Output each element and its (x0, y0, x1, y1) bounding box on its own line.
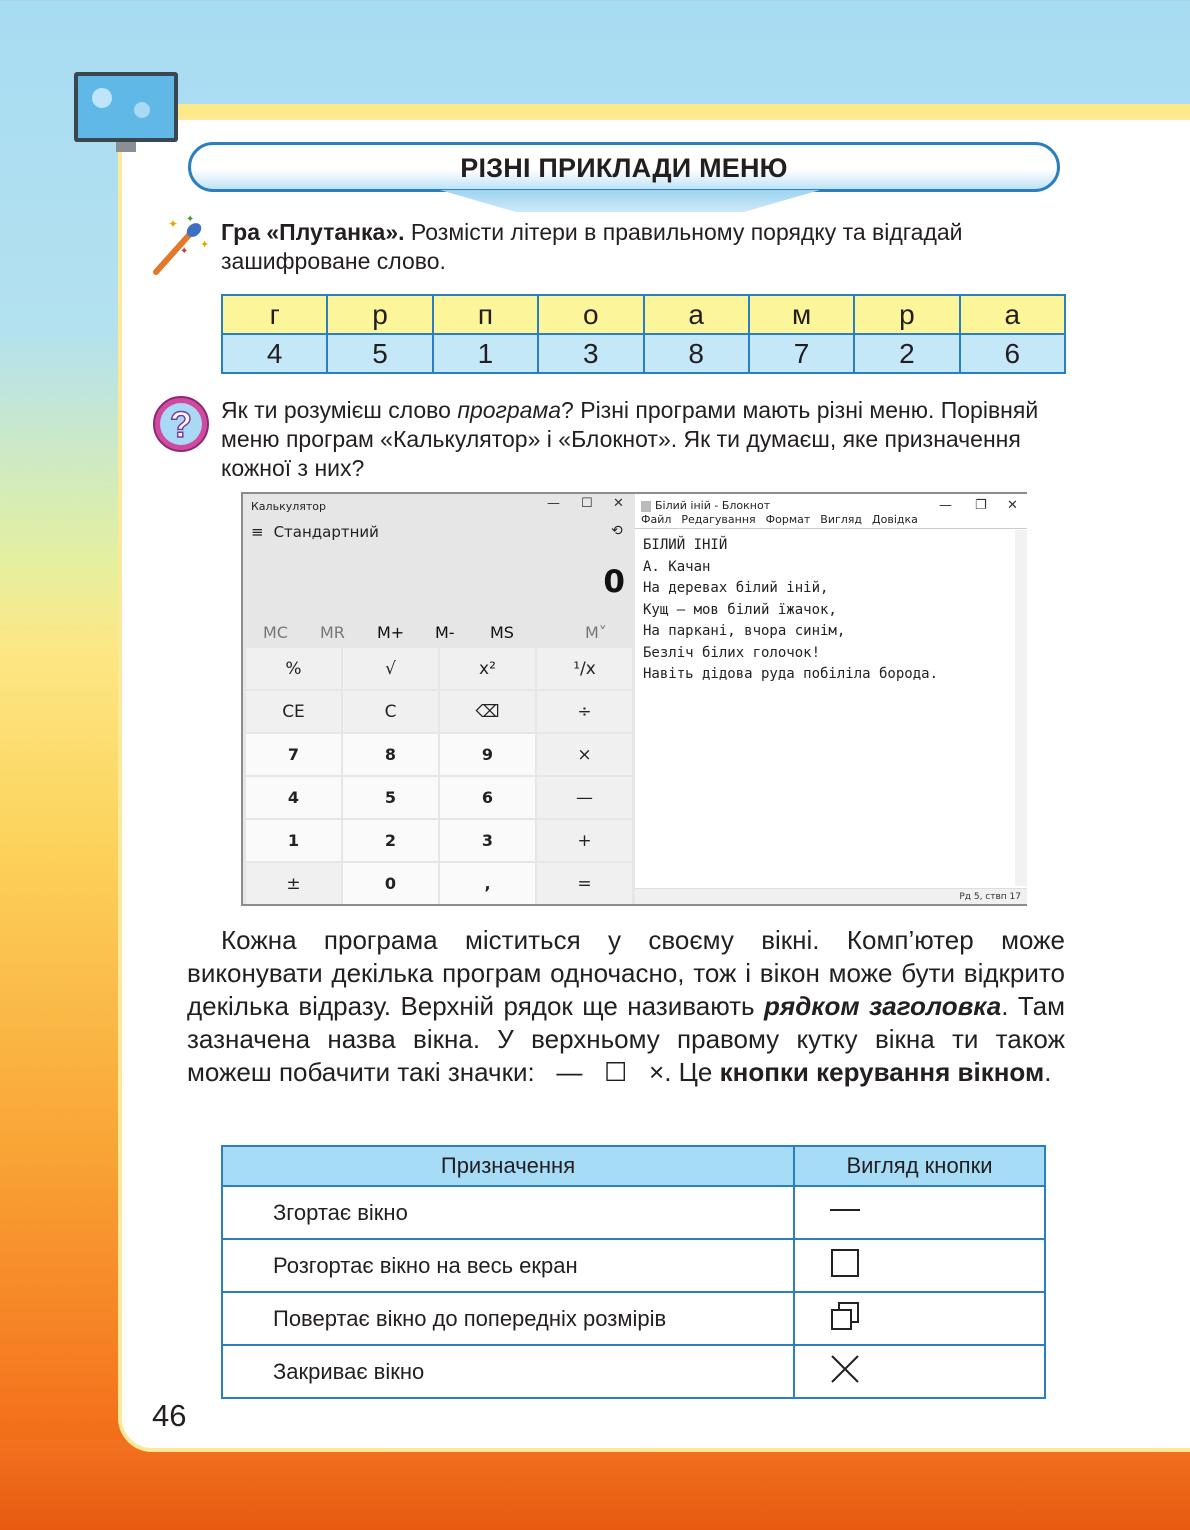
letters-table (221, 294, 1066, 374)
notepad-status-bar: Рд 5, ствп 17 (635, 888, 1027, 904)
game-text: Розмісти літери в правильному порядку та відгадай зашифроване слово. (221, 219, 963, 274)
digit-0-key[interactable]: 0 (343, 863, 438, 904)
notepad-text-area[interactable] (635, 528, 1027, 888)
calculator-title: Калькулятор (251, 500, 326, 513)
number-cell: 5 (327, 334, 432, 373)
text-line: На паркані, вчора синім, (643, 623, 846, 639)
menu-edit[interactable]: Редагування (681, 513, 756, 526)
game-paragraph (221, 218, 1065, 276)
mplus-button[interactable]: M+ (377, 623, 405, 642)
table-row (222, 1292, 1045, 1345)
calc-maximize-button[interactable]: ☐ (581, 496, 593, 511)
mc-button[interactable]: MC (263, 623, 288, 642)
reciprocal-key[interactable]: ¹/x (537, 648, 632, 689)
calc-close-button[interactable]: ✕ (613, 496, 624, 511)
letter-cell: м (749, 295, 854, 334)
magic-brush-icon (150, 214, 210, 276)
multiply-key[interactable]: × (537, 734, 632, 775)
table-row (222, 1239, 1045, 1292)
row-label: Згортає вікно (222, 1186, 794, 1239)
question-icon (152, 395, 210, 453)
ce-key[interactable]: CE (246, 691, 341, 732)
number-cell: 8 (644, 334, 749, 373)
number-cell: 7 (749, 334, 854, 373)
para-window-icons: — ☐ × (556, 1057, 665, 1087)
row-label: Повертає вікно до попередніх розмірів (222, 1292, 794, 1345)
letter-cell: а (960, 295, 1065, 334)
notepad-title (641, 499, 770, 512)
hamburger-icon[interactable]: ≡ (251, 523, 264, 541)
letter-cell: р (854, 295, 959, 334)
text-line: А. Качан (643, 558, 711, 575)
minus-key[interactable]: — (537, 777, 632, 818)
svg-text:✦: ✦ (180, 246, 189, 257)
digit-8-key[interactable]: 8 (343, 734, 438, 775)
equals-key[interactable]: = (537, 863, 632, 904)
divide-key[interactable]: ÷ (537, 691, 632, 732)
notepad-restore-button[interactable]: ❐ (975, 498, 987, 513)
close-icon (794, 1345, 1045, 1398)
negate-key[interactable]: ± (246, 863, 341, 904)
menu-view[interactable]: Вигляд (820, 513, 863, 526)
digit-3-key[interactable]: 3 (440, 820, 535, 861)
decimal-key[interactable]: , (440, 863, 535, 904)
monitor-icon (72, 70, 180, 154)
para-text-c: . Там зазначена назва вікна. У верхньому правому кутку вікна ти також можеш побачити такі значки: (187, 991, 1065, 1087)
backspace-icon[interactable]: ⌫ (440, 691, 535, 732)
menu-help[interactable]: Довідка (872, 513, 918, 526)
page-number: 46 (152, 1398, 187, 1433)
text-line: БІЛИЙ ІНІЙ (643, 537, 728, 553)
digit-6-key[interactable]: 6 (440, 777, 535, 818)
calc-display: 0 (603, 564, 625, 600)
minimize-icon (794, 1186, 1045, 1239)
percent-key[interactable]: % (246, 648, 341, 689)
text-line: Кущ – мов білий їжачок, (643, 601, 837, 618)
restore-icon (794, 1292, 1045, 1345)
memory-list-button[interactable]: M˅ (585, 623, 607, 642)
text-line: Навіть дідова руда побіліла борода. (643, 666, 939, 682)
letter-cell: а (644, 295, 749, 334)
table-header (222, 1146, 1045, 1186)
notepad-window (635, 494, 1027, 904)
number-cell: 3 (538, 334, 643, 373)
menu-format[interactable]: Формат (765, 513, 811, 526)
svg-text:✦: ✦ (186, 214, 195, 225)
plus-key[interactable]: + (537, 820, 632, 861)
square-key[interactable]: x² (440, 648, 535, 689)
digit-9-key[interactable]: 9 (440, 734, 535, 775)
row-label: Розгортає вікно на весь екран (222, 1239, 794, 1292)
question-text-2: ? Різні програми мають різні меню. Порівняй меню програм «Калькулятор» і «Блокнот». Як ти думаєш, яке призначення кожної з них? (221, 397, 1039, 481)
question-paragraph (221, 396, 1065, 483)
para-term-controls: кнопки керування вікном (719, 1057, 1045, 1087)
game-title: Гра «Плутанка». (221, 219, 405, 245)
notepad-minimize-button[interactable]: — (939, 498, 952, 513)
svg-text:?: ? (170, 404, 192, 445)
vertical-scrollbar[interactable] (1015, 530, 1027, 886)
notepad-close-button[interactable]: ✕ (1007, 498, 1018, 513)
number-cell: 4 (222, 334, 327, 373)
calc-keypad (246, 648, 632, 904)
text-line: На деревах білий іній, (643, 580, 829, 596)
letter-cell: г (222, 295, 327, 334)
para-text-f: . (1044, 1057, 1052, 1087)
header-purpose: Призначення (222, 1146, 794, 1186)
digit-5-key[interactable]: 5 (343, 777, 438, 818)
svg-text:✦: ✦ (168, 217, 179, 231)
svg-text:✦: ✦ (200, 239, 210, 251)
mminus-button[interactable]: M- (435, 623, 455, 642)
ms-button[interactable]: MS (490, 623, 514, 642)
menu-file[interactable]: Файл (641, 513, 672, 526)
question-term: програма (457, 397, 562, 423)
history-icon[interactable]: ⟲ (611, 523, 623, 539)
digit-1-key[interactable]: 1 (246, 820, 341, 861)
table-row (222, 1345, 1045, 1398)
para-text-a: Кожна програма міститься у своєму вікні. Комп’ютер може виконувати декілька програм одночасно, тож і вікон може бути відкрито декілька відразу. Верхній рядок ще називають (187, 925, 1065, 1021)
main-paragraph (187, 924, 1065, 1089)
calculator-window (243, 494, 633, 904)
maximize-icon (794, 1239, 1045, 1292)
letter-cell: р (327, 295, 432, 334)
screenshot-figure (241, 492, 1027, 906)
digit-4-key[interactable]: 4 (246, 777, 341, 818)
text-line: Безліч білих голочок! (643, 644, 821, 661)
table-row (222, 1186, 1045, 1239)
para-text-d: . Це (664, 1057, 720, 1087)
calc-mode-label: Стандартний (273, 523, 379, 541)
mr-button[interactable]: MR (320, 623, 345, 642)
notepad-title-text: Білий іній - Блокнот (655, 499, 771, 512)
bottom-band (0, 1440, 1190, 1530)
page-title: РІЗНІ ПРИКЛАДИ МЕНЮ (188, 142, 1060, 192)
sqrt-key[interactable]: √ (343, 648, 438, 689)
number-cell: 1 (433, 334, 538, 373)
calc-mode (251, 523, 389, 541)
para-term-title-bar: рядком заголовка (764, 991, 1002, 1021)
header-button-look: Вигляд кнопки (794, 1146, 1045, 1186)
window-controls-table (221, 1145, 1046, 1399)
letter-cell: п (433, 295, 538, 334)
c-key[interactable]: C (343, 691, 438, 732)
letters-row (222, 295, 1065, 334)
question-text-1: Як ти розумієш слово (221, 397, 458, 423)
number-cell: 6 (960, 334, 1065, 373)
letter-cell: о (538, 295, 643, 334)
digit-2-key[interactable]: 2 (343, 820, 438, 861)
number-cell: 2 (854, 334, 959, 373)
numbers-row (222, 334, 1065, 373)
notepad-menu-bar (641, 513, 928, 526)
digit-7-key[interactable]: 7 (246, 734, 341, 775)
row-label: Закриває вікно (222, 1345, 794, 1398)
calc-minimize-button[interactable]: — (547, 496, 560, 511)
notepad-icon (641, 501, 651, 512)
